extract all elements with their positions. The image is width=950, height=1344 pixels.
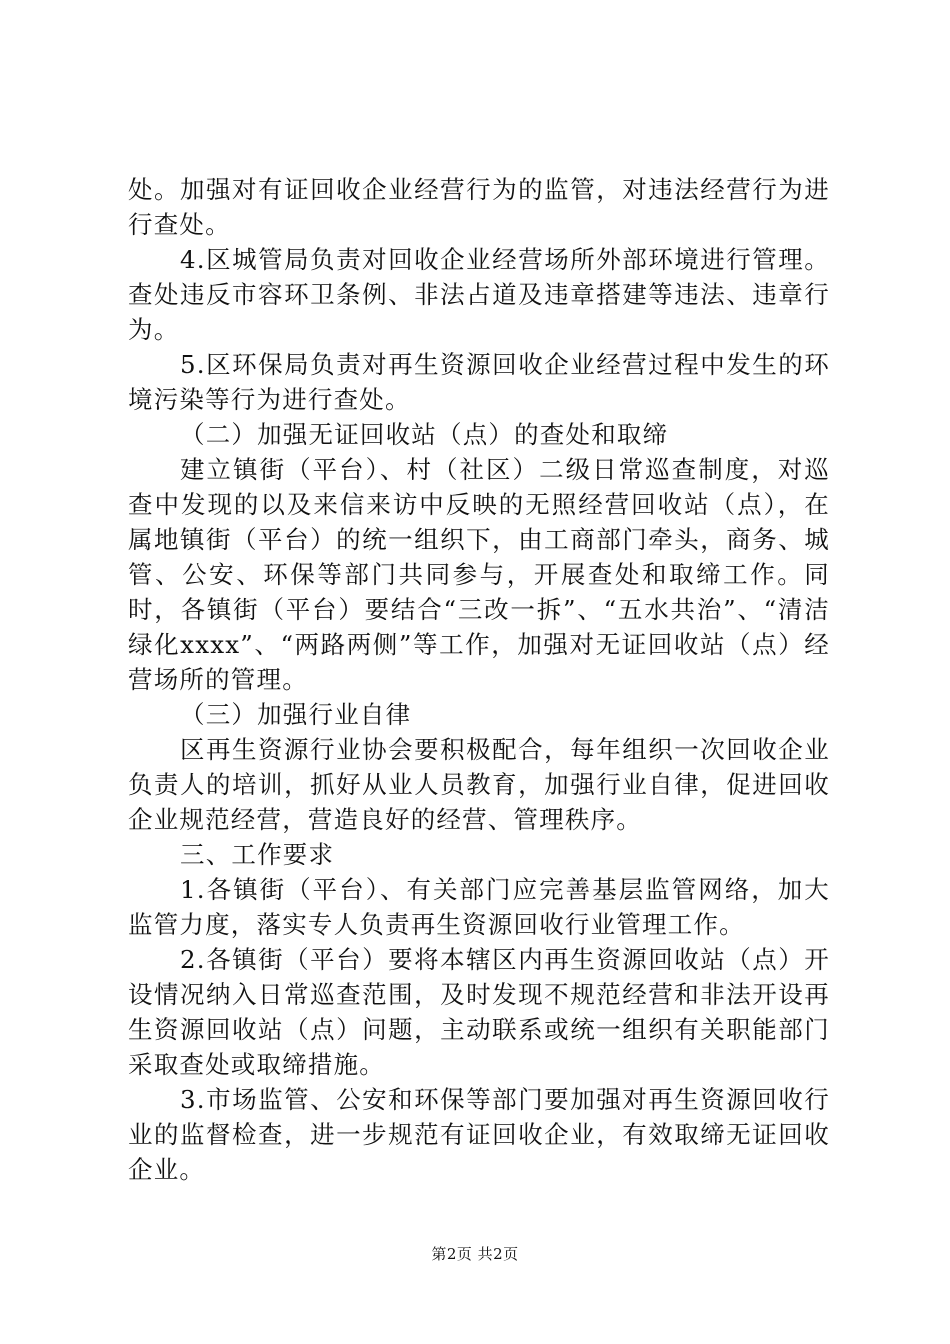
paragraph-requirement-2: 2.各镇街（平台）要将本辖区内再生资源回收站（点）开设情况纳入日常巡查范围，及时发现不规范经营和非法开设再生资源回收站（点）问题，主动联系或统一组织有关职能部门采取查处或取缔措施。 <box>128 945 830 1079</box>
paragraph-item-4: 4.区城管局负责对回收企业经营场所外部环境进行管理。查处违反市容环卫条例、非法占道及违章搭建等违法、违章行为。 <box>128 245 830 344</box>
paragraph-item-5: 5.区环保局负责对再生资源回收企业经营过程中发生的环境污染等行为进行查处。 <box>128 350 830 414</box>
paragraph-industry-association: 区再生资源行业协会要积极配合，每年组织一次回收企业负责人的培训，抓好从业人员教育，加强行业自律，促进回收企业规范经营，营造良好的经营、管理秩序。 <box>128 735 830 834</box>
paragraph-continuation: 处。加强对有证回收企业经营行为的监管，对违法经营行为进行查处。 <box>128 175 830 239</box>
paragraph-requirement-3: 3.市场监管、公安和环保等部门要加强对再生资源回收行业的监督检查，进一步规范有证回收企业，有效取缔无证回收企业。 <box>128 1085 830 1184</box>
document-body <box>128 172 830 1187</box>
page-number-footer: 第2页 共2页 <box>431 1245 519 1263</box>
section-heading-3: （三）加强行业自律 <box>180 700 412 729</box>
section-heading-work-requirements: 三、工作要求 <box>180 840 335 869</box>
paragraph-requirement-1: 1.各镇街（平台）、有关部门应完善基层监管网络，加大监管力度，落实专人负责再生资源回收行业管理工作。 <box>128 875 830 939</box>
paragraph-inspection-system: 建立镇街（平台）、村（社区）二级日常巡查制度，对巡查中发现的以及来信来访中反映的无照经营回收站（点），在属地镇街（平台）的统一组织下，由工商部门牵头，商务、城管、公安、环保等部门共同参与，开展查处和取缔工作。同时，各镇街（平台）要结合“三改一拆”、“五水共治”、“清洁绿化xxxx”、“两路两侧”等工作，加强对无证回收站（点）经营场所的管理。 <box>128 455 830 694</box>
section-heading-2: （二）加强无证回收站（点）的查处和取缔 <box>180 420 669 449</box>
